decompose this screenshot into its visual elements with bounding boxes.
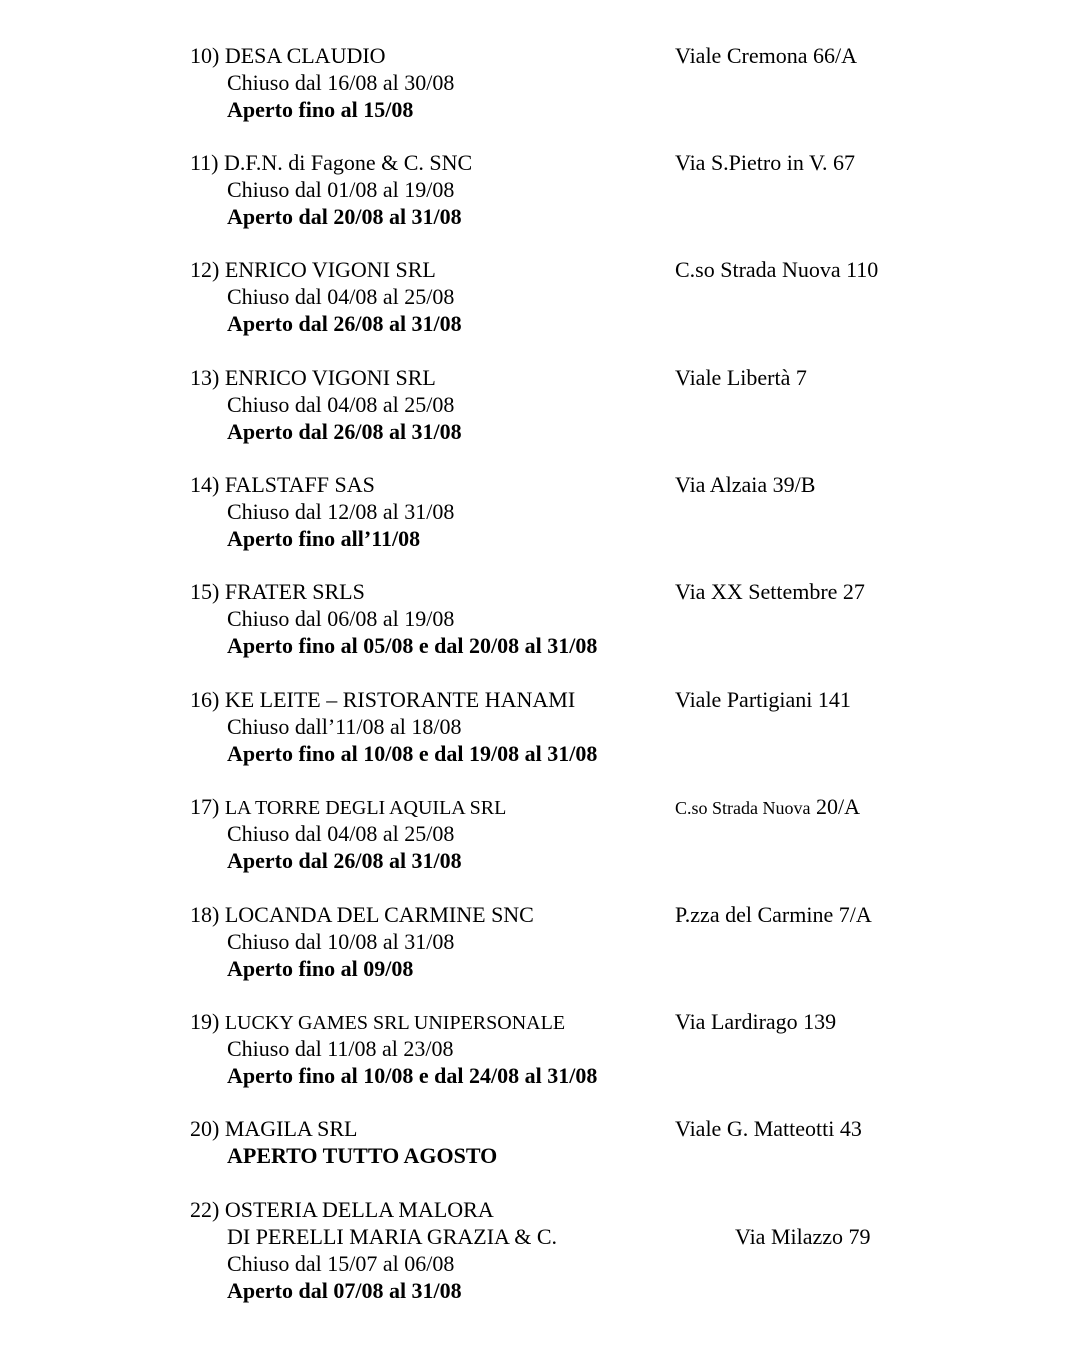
- business-name: ENRICO VIGONI SRL: [224, 365, 436, 390]
- entry-12: [190, 256, 950, 337]
- open-period: Aperto fino al 15/08: [227, 97, 414, 122]
- entry-header: [190, 1115, 950, 1142]
- entry-number: 17): [190, 794, 220, 819]
- address-street: C.so Strada Nuova: [675, 798, 811, 818]
- entry-header: [190, 793, 950, 820]
- open-period: Aperto fino al 09/08: [227, 956, 414, 981]
- closed-period: Chiuso dal 06/08 al 19/08: [227, 606, 455, 631]
- entry-header: [190, 578, 950, 605]
- entry-13: [190, 364, 950, 445]
- entry-header: [190, 901, 950, 928]
- entry-number: 18): [190, 902, 220, 927]
- business-address: Viale Cremona 66/A: [675, 43, 857, 68]
- entry-header: [190, 686, 950, 713]
- closed-period: Chiuso dal 04/08 al 25/08: [227, 284, 455, 309]
- entry-number: 22): [190, 1197, 220, 1222]
- entry-number: 13): [190, 365, 220, 390]
- closed-period: Chiuso dal 01/08 al 19/08: [227, 177, 455, 202]
- open-period: Aperto dal 26/08 al 31/08: [227, 848, 462, 873]
- entry-header: [190, 42, 950, 69]
- business-address: P.zza del Carmine 7/A: [675, 902, 872, 927]
- entry-10: [190, 42, 950, 123]
- closed-period: Chiuso dal 16/08 al 30/08: [227, 70, 455, 95]
- entry-20: [190, 1115, 950, 1169]
- entry-number: 20): [190, 1116, 220, 1141]
- business-address: Via Alzaia 39/B: [675, 472, 816, 497]
- entry-19: [190, 1008, 950, 1089]
- closed-period: Chiuso dal 10/08 al 31/08: [227, 929, 455, 954]
- entry-17: [190, 793, 950, 874]
- open-period: Aperto fino all’11/08: [227, 526, 421, 551]
- open-period: Aperto fino al 10/08 e dal 24/08 al 31/08: [227, 1063, 598, 1088]
- business-address: Viale Libertà 7: [675, 365, 807, 390]
- closed-period: Chiuso dal 12/08 al 31/08: [227, 499, 455, 524]
- business-name: DESA CLAUDIO: [224, 43, 386, 68]
- entry-number: 11): [190, 150, 219, 175]
- entry-16: [190, 686, 950, 767]
- business-address: [675, 793, 860, 822]
- address-number: 20/A: [815, 794, 860, 819]
- business-address: C.so Strada Nuova 110: [675, 257, 879, 282]
- entry-header: [190, 256, 950, 283]
- business-address: Via Lardirago 139: [675, 1009, 837, 1034]
- business-name: LA TORRE DEGLI AQUILA SRL: [224, 797, 507, 819]
- entry-number: 16): [190, 687, 220, 712]
- entry-header: [190, 1196, 950, 1223]
- open-period: APERTO TUTTO AGOSTO: [227, 1143, 498, 1168]
- closed-period: Chiuso dal 04/08 al 25/08: [227, 821, 455, 846]
- business-name: D.F.N. di Fagone & C. SNC: [224, 150, 473, 175]
- entry-number: 10): [190, 43, 220, 68]
- business-address: Via S.Pietro in V. 67: [675, 150, 855, 175]
- business-owner: DI PERELLI MARIA GRAZIA & C.: [227, 1224, 557, 1249]
- entry-header: [190, 471, 950, 498]
- business-name-line2: [190, 1223, 950, 1250]
- business-name: FRATER SRLS: [224, 579, 365, 604]
- open-period: Aperto dal 07/08 al 31/08: [227, 1278, 462, 1303]
- open-period: Aperto fino al 05/08 e dal 20/08 al 31/08: [227, 633, 598, 658]
- business-name: LUCKY GAMES SRL UNIPERSONALE: [224, 1012, 566, 1034]
- entry-number: 12): [190, 257, 220, 282]
- entry-header: [190, 149, 950, 176]
- entry-18: [190, 901, 950, 982]
- open-period: Aperto dal 26/08 al 31/08: [227, 311, 462, 336]
- closed-period: Chiuso dal 11/08 al 23/08: [227, 1036, 454, 1061]
- entry-11: [190, 149, 950, 230]
- open-period: Aperto fino al 10/08 e dal 19/08 al 31/08: [227, 741, 598, 766]
- business-name: FALSTAFF SAS: [224, 472, 375, 497]
- entry-header: [190, 1008, 950, 1035]
- closed-period: Chiuso dal 15/07 al 06/08: [227, 1251, 455, 1276]
- business-name: KE LEITE – RISTORANTE HANAMI: [224, 687, 576, 712]
- business-name: OSTERIA DELLA MALORA: [224, 1197, 494, 1222]
- business-address: Via Milazzo 79: [735, 1224, 871, 1249]
- business-address: Viale Partigiani 141: [675, 687, 851, 712]
- closed-period: Chiuso dal 04/08 al 25/08: [227, 392, 455, 417]
- entry-number: 14): [190, 472, 220, 497]
- business-name: ENRICO VIGONI SRL: [224, 257, 436, 282]
- entry-number: 15): [190, 579, 220, 604]
- business-address: Viale G. Matteotti 43: [675, 1116, 862, 1141]
- entry-number: 19): [190, 1009, 220, 1034]
- business-address: Via XX Settembre 27: [675, 579, 865, 604]
- entry-14: [190, 471, 950, 552]
- business-name: LOCANDA DEL CARMINE SNC: [224, 902, 534, 927]
- business-name: MAGILA SRL: [224, 1116, 358, 1141]
- entry-15: [190, 578, 950, 659]
- closed-period: Chiuso dall’11/08 al 18/08: [227, 714, 462, 739]
- open-period: Aperto dal 20/08 al 31/08: [227, 204, 462, 229]
- entry-22: [190, 1196, 950, 1304]
- entry-header: [190, 364, 950, 391]
- open-period: Aperto dal 26/08 al 31/08: [227, 419, 462, 444]
